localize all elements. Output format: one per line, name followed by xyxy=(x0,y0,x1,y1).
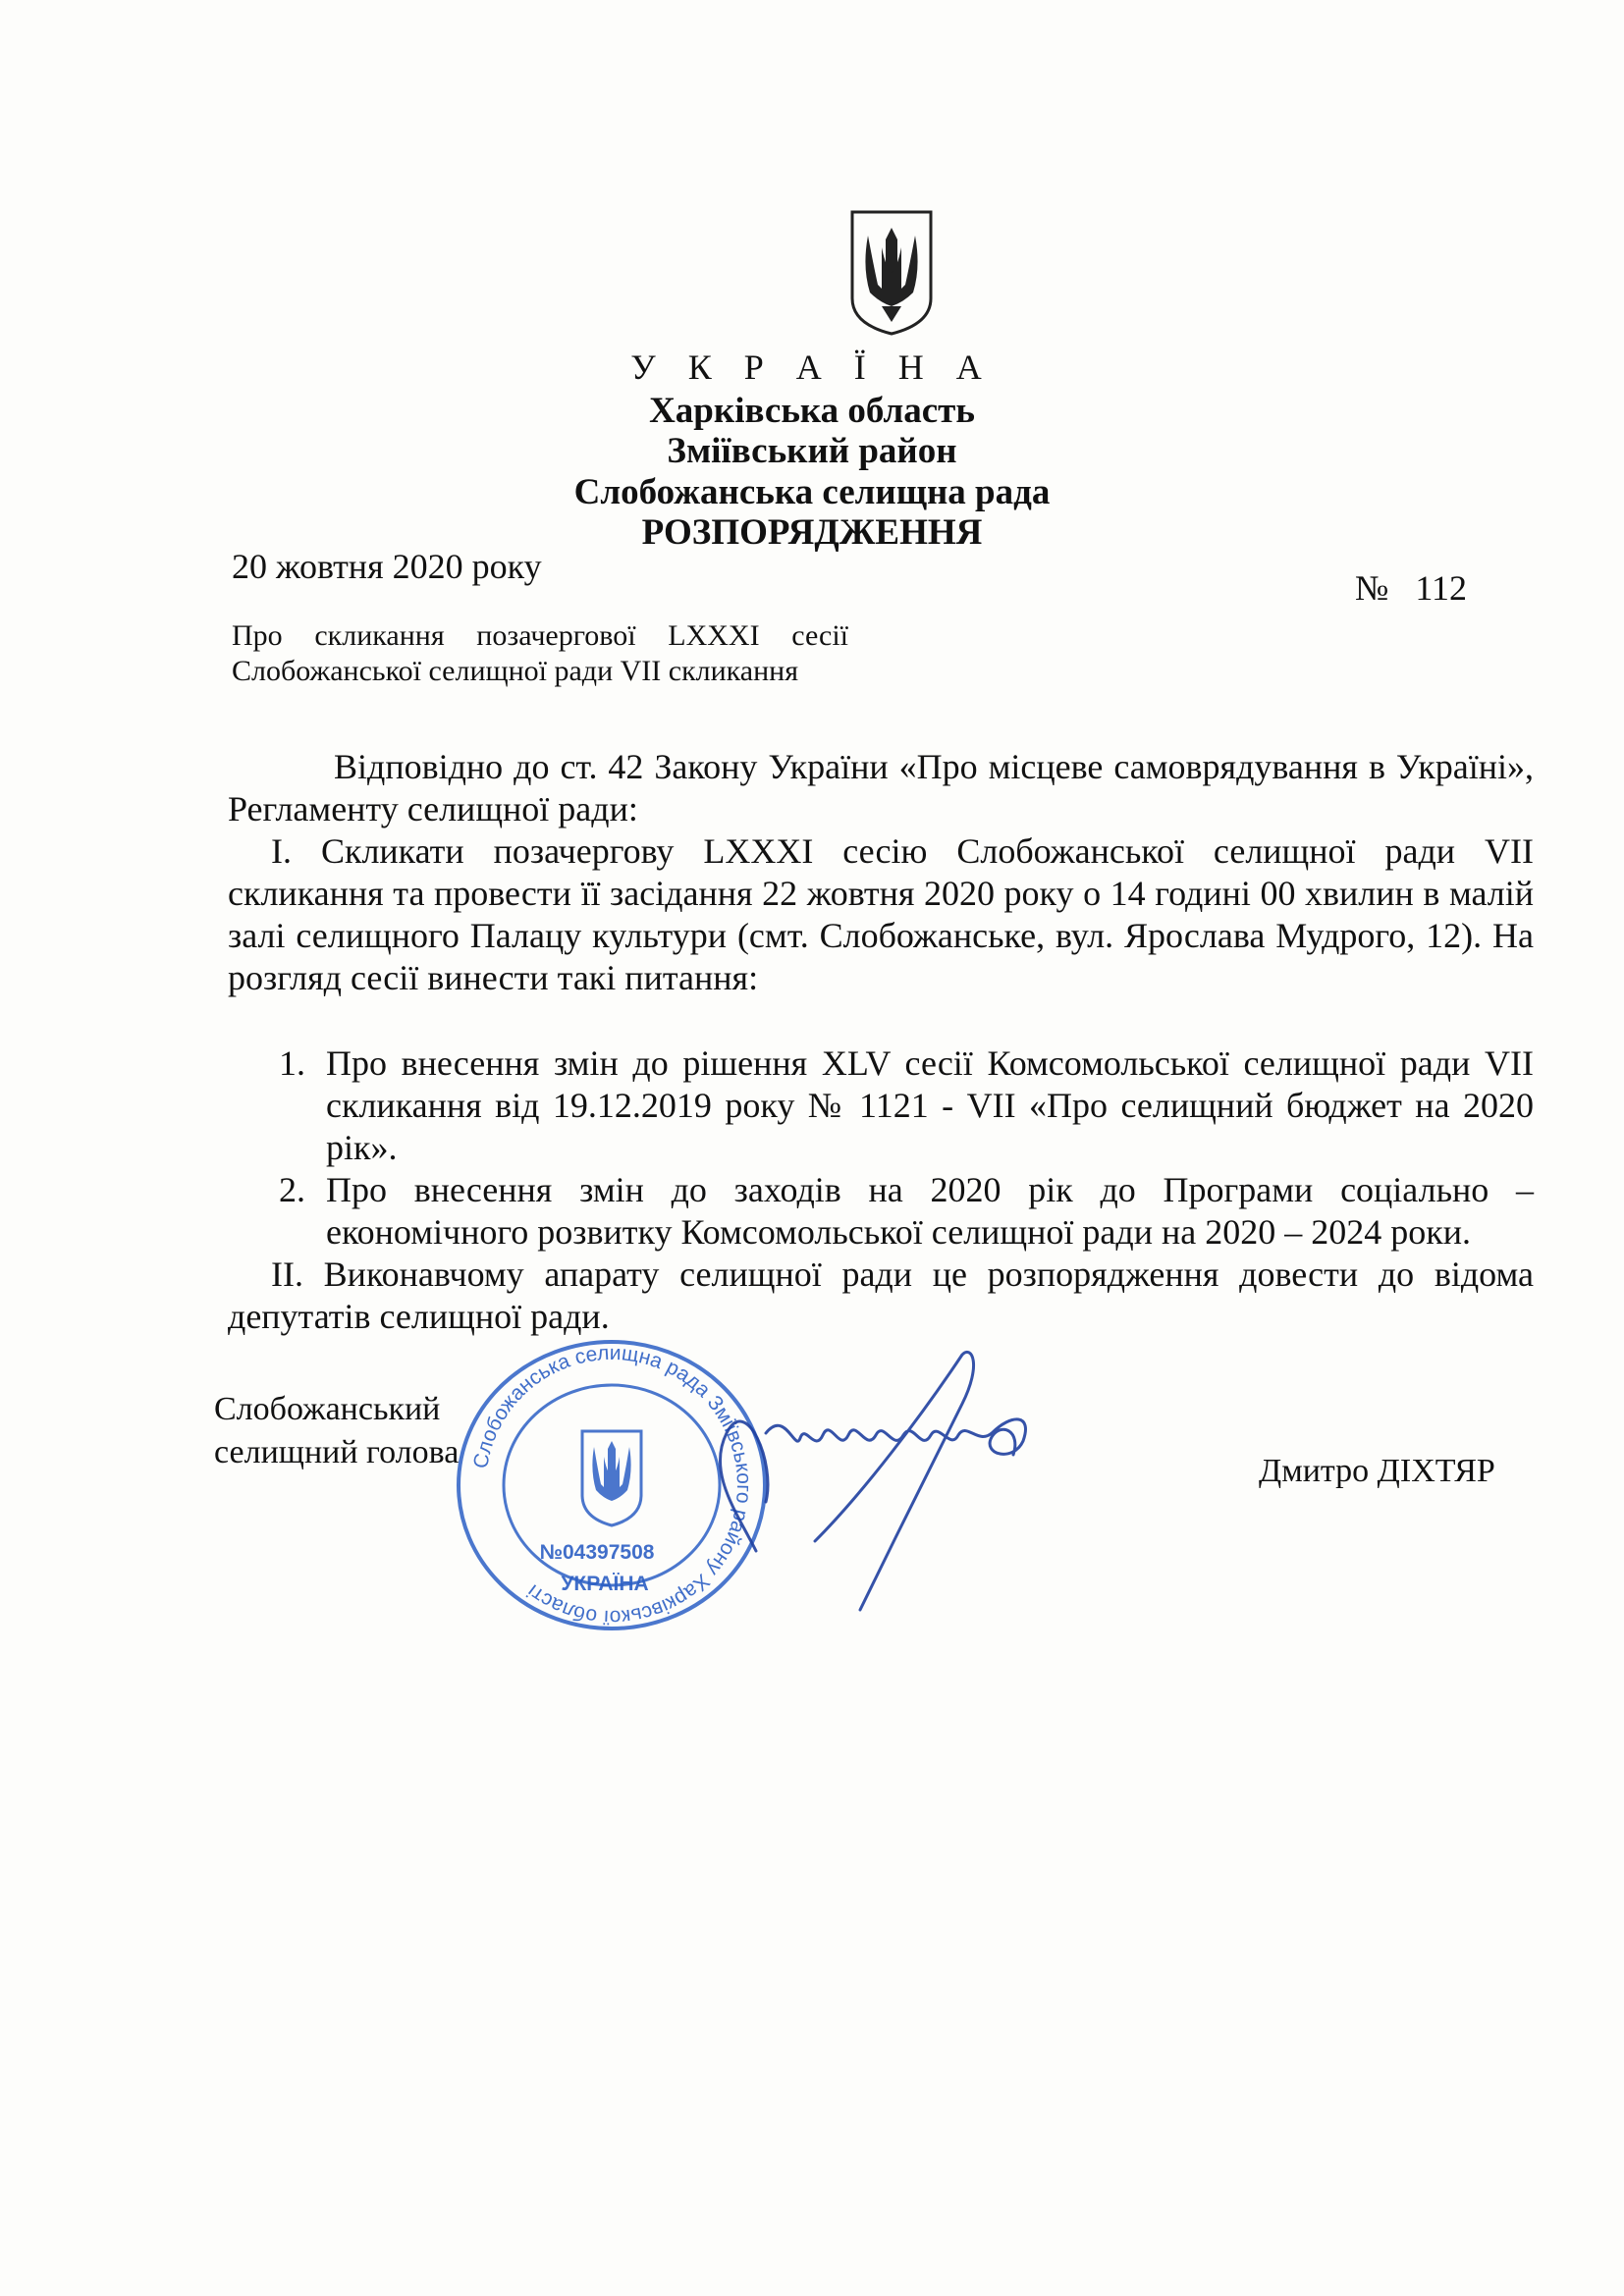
coat-of-arms-icon xyxy=(846,208,937,338)
district-heading: Зміївський район xyxy=(667,431,957,471)
country-heading: У К Р А Ї Н А xyxy=(630,347,994,387)
item-i-paragraph: I. Скликати позачергову LXXXI сесію Слобожанської селищної ради VII скликання та провести її засідання 22 жовтня 2020 року о 14 годині 00 хвилин в малій залі селищного Палацу культури (смт. Слобожанське, вул. Ярослава Мудрого, 12). На розгляд сесії винести такі питання: xyxy=(228,831,1534,997)
signer-title-line: Слобожанський xyxy=(214,1391,441,1427)
stamp-country: УКРАЇНА xyxy=(561,1573,649,1595)
document-number: № 112 xyxy=(1355,568,1468,608)
intro-paragraph: Відповідно до ст. 42 Закону України «Про місцеве самоврядування в Україні», Регламенту селищної ради: xyxy=(228,747,1534,828)
stamp-code: №04397508 xyxy=(539,1541,655,1564)
agenda-item: 1. Про внесення змін до рішення XLV сесії Комсомольської селищної ради VII скликання від 19.12.2019 року № 1121 - VII «Про селищний бюджет на 2020 рік». xyxy=(314,1042,1534,1169)
signer-name: Дмитро ДІХТЯР xyxy=(1259,1453,1495,1489)
council-heading: Слобожанська селищна рада xyxy=(573,472,1051,512)
stamp-ring-text: Слобожанська селищна рада Зміївського району Харківської області xyxy=(469,1341,756,1629)
agenda-list xyxy=(228,1042,1534,1254)
document-body xyxy=(228,746,1534,1338)
document-date: 20 жовтня 2020 року xyxy=(232,547,542,586)
agenda-item: 2. Про внесення змін до заходів на 2020 рік до Програми соціально – економічного розвитку Комсомольської селищної ради на 2020 – 2024 роки. xyxy=(314,1169,1534,1254)
spacer xyxy=(228,999,1534,1042)
signer-title-line: селищний голова xyxy=(214,1434,460,1470)
document-subject: Про скликання позачергової LXXXI сесії Слобожанської селищної ради VII скликання xyxy=(232,619,848,687)
document-type-heading: РОЗПОРЯДЖЕННЯ xyxy=(641,512,983,553)
signer-title xyxy=(214,1388,459,1474)
stamp-emblem-icon xyxy=(582,1431,641,1525)
item-ii-paragraph: II. Виконавчому апарату селищної ради це розпорядження довести до відома депутатів селищної ради. xyxy=(228,1255,1534,1336)
handwritten-signature xyxy=(668,1315,1119,1639)
region-heading: Харківська область xyxy=(649,391,975,431)
